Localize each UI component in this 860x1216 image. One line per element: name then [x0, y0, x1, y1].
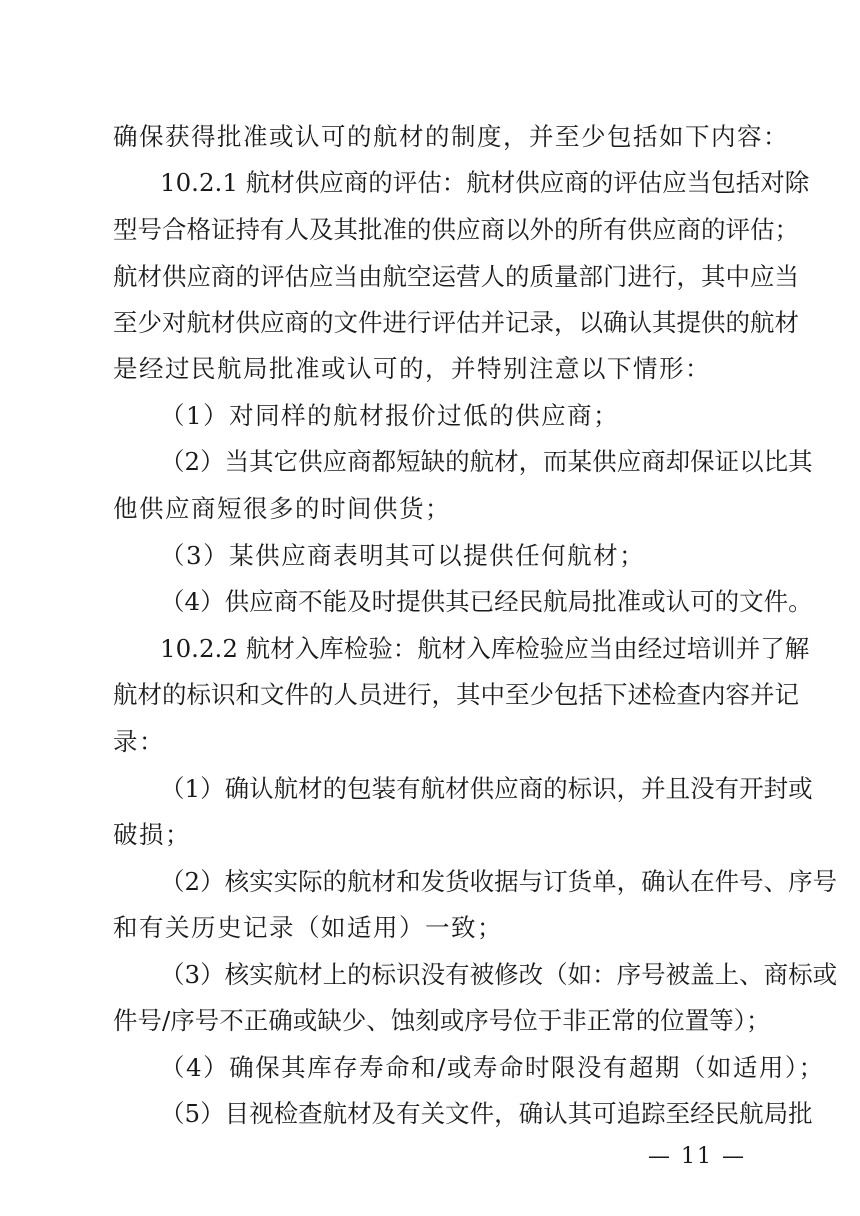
text-line: 确保获得批准或认可的航材的制度，并至少包括如下内容： [113, 122, 789, 151]
list-item: （4）供应商不能及时提供其已经民航局批准或认可的文件。 [160, 587, 813, 616]
list-item: （3）核实航材上的标识没有被修改（如：序号被盖上、商标或 [160, 960, 838, 989]
text-line: 是经过民航局批准或认可的，并特别注意以下情形： [113, 354, 711, 383]
text-line: 至少对航材供应商的文件进行评估并记录，以确认其提供的航材 [113, 308, 799, 337]
list-item: （2）核实实际的航材和发货收据与订货单，确认在件号、序号 [160, 867, 838, 896]
text-line: 航材供应商的评估应当由航空运营人的质量部门进行，其中应当 [113, 262, 799, 291]
list-item: （1）对同样的航材报价过低的供应商； [160, 401, 620, 430]
text-line: 破损； [113, 820, 191, 849]
page-number: — 11 — [648, 1144, 746, 1169]
text-line: 件号/序号不正确或缺少、蚀刻或序号位于非正常的位置等）； [113, 1006, 771, 1035]
list-item: （3）某供应商表明其可以提供任何航材； [160, 541, 646, 570]
list-item: （4）确保其库存寿命和/或寿命时限没有超期（如适用）； [160, 1053, 825, 1082]
text-line: 他供应商短很多的时间供货； [113, 494, 451, 523]
text-line: 航材的标识和文件的人员进行，其中至少包括下述检查内容并记 [113, 680, 799, 709]
text-line: 录： [113, 727, 165, 756]
section-heading-line: 10.2.2 航材入库检验：航材入库检验应当由经过培训并了解 [160, 634, 810, 663]
list-item: （1）确认航材的包装有航材供应商的标识，并且没有开封或 [160, 774, 813, 803]
list-item: （5）目视检查航材及有关文件，确认其可追踪至经民航局批 [160, 1099, 813, 1128]
section-heading-line: 10.2.1 航材供应商的评估：航材供应商的评估应当包括对除 [160, 168, 810, 197]
text-line: 型号合格证持有人及其批准的供应商以外的所有供应商的评估； [113, 215, 799, 244]
text-line: 和有关历史记录（如适用）一致； [113, 913, 503, 942]
list-item: （2）当其它供应商都短缺的航材，而某供应商却保证以比其 [160, 447, 813, 476]
